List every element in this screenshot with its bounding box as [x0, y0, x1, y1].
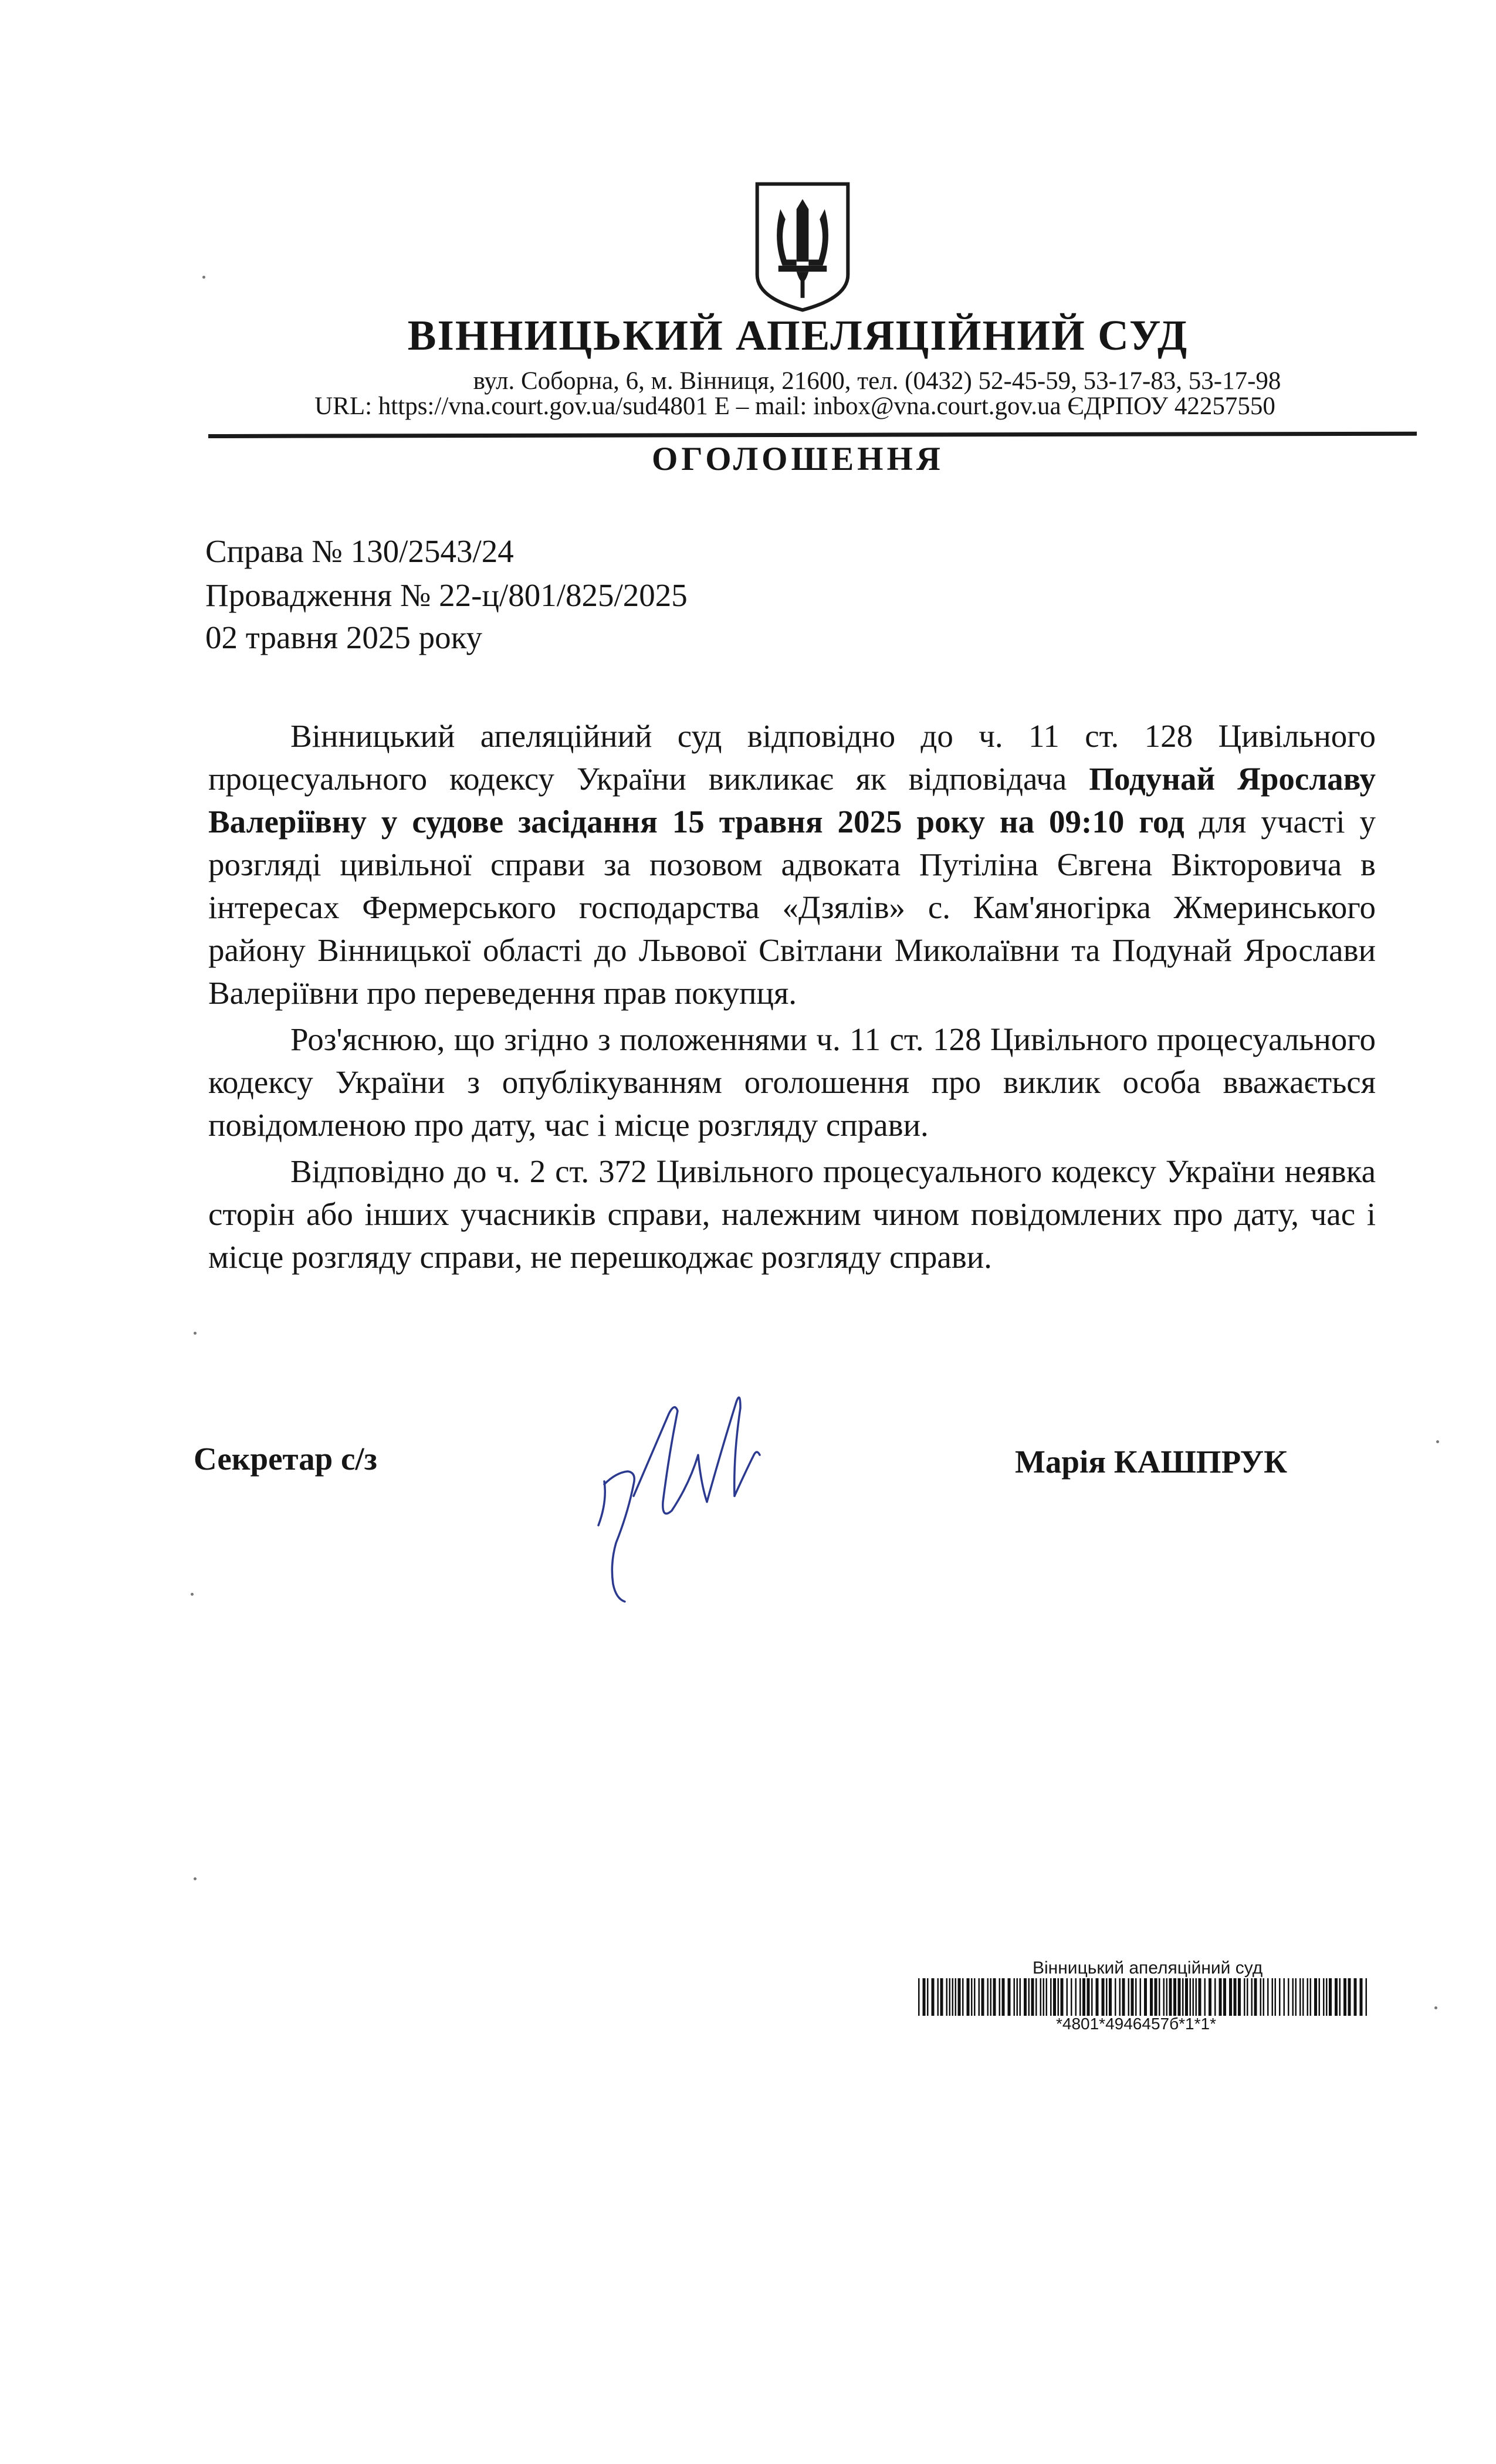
court-address: вул. Соборна, 6, м. Вінниця, 21600, тел. (0432) 52-45-59, 53-17-83, 53-17-98 [473, 367, 1281, 395]
barcode-bar [1292, 1978, 1294, 2016]
barcode-bar [932, 1978, 935, 2016]
barcode-bar [1307, 1978, 1309, 2016]
paragraph-explanation: Роз'яснюю, що згідно з положеннями ч. 11 ст. 128 Цивільного процесуального кодексу України з опублікуванням оголошення про виклик особа вважається повідомленою про дату, час і місце розгляду справи. [208, 1021, 1376, 1143]
barcode-bar [1109, 1978, 1112, 2016]
barcode-bar [940, 1978, 943, 2016]
announcement-body [208, 715, 1376, 1278]
barcode-bar [1155, 1978, 1157, 2016]
barcode-bar [1008, 1978, 1011, 2016]
barcode-icon [918, 1978, 1370, 2016]
barcode-bar [1067, 1978, 1068, 2016]
barcode-bar [955, 1978, 957, 2016]
barcode-bar [1323, 1978, 1325, 2016]
barcode-bar [1043, 1978, 1045, 2016]
barcode-bar [958, 1978, 961, 2016]
barcode-bar [1302, 1978, 1304, 2016]
barcode-number: *4801*4946457б*1*1* [1056, 2015, 1216, 2033]
barcode-bar [1096, 1978, 1099, 2016]
barcode-bar [1360, 1978, 1363, 2016]
proceeding-number: Провадження № 22-ц/801/825/2025 [205, 577, 688, 613]
barcode-bar [1122, 1978, 1125, 2016]
barcode-bar [1050, 1978, 1052, 2016]
barcode-bar [1190, 1978, 1192, 2016]
barcode-bar [1185, 1978, 1188, 2016]
barcode-bar [1319, 1978, 1321, 2016]
scan-speck [1436, 1440, 1439, 1443]
barcode-bar [1263, 1978, 1265, 2016]
barcode-bar [1017, 1978, 1018, 2016]
barcode-bar [1128, 1978, 1130, 2016]
barcode-bar [1082, 1978, 1085, 2016]
barcode-bar [918, 1978, 920, 2016]
barcode-bar [1260, 1978, 1262, 2016]
barcode-bar [1106, 1978, 1108, 2016]
barcode-bar [1182, 1978, 1184, 2016]
barcode-bar [1247, 1978, 1248, 2016]
barcode-bar [1102, 1978, 1105, 2016]
barcode-bar [1295, 1978, 1297, 2016]
barcode-bar [962, 1978, 964, 2016]
barcode-bar [1288, 1978, 1289, 2016]
barcode-bar [923, 1978, 926, 2016]
barcode-bar [1079, 1978, 1081, 2016]
barcode-bar [987, 1978, 989, 2016]
barcode-bar [1275, 1978, 1277, 2016]
barcode-bar [1071, 1978, 1072, 2016]
barcode-bar [1214, 1978, 1216, 2016]
barcode-bar [1229, 1978, 1232, 2016]
barcode-bar [952, 1978, 954, 2016]
scan-speck [194, 1877, 197, 1880]
barcode-bar [1028, 1978, 1030, 2016]
barcode-bar [990, 1978, 992, 2016]
barcode-bar [1299, 1978, 1301, 2016]
scan-speck [191, 1593, 194, 1596]
barcode-bar [1166, 1978, 1168, 2016]
barcode-bar [979, 1978, 980, 2016]
barcode-bar [1348, 1978, 1351, 2016]
handwritten-signature [581, 1367, 792, 1613]
barcode-bar [1035, 1978, 1037, 2016]
barcode-bar [1002, 1978, 1005, 2016]
document-date: 02 травня 2025 року [205, 620, 483, 655]
barcode-bar [1163, 1978, 1165, 2016]
barcode-caption: Вінницький апеляційний суд [1033, 1958, 1263, 1978]
barcode-bar [1329, 1978, 1332, 2016]
barcode-bar [1119, 1978, 1121, 2016]
barcode-bar [1169, 1978, 1172, 2016]
barcode-bar [1024, 1978, 1027, 2016]
barcode-bar [1366, 1978, 1368, 2016]
summons-text-end: для участі у розгляді цивільної справи за позовом адвоката Путіліна Євгена Вікторовича в інтересах Фермерського господарства «Дзялів» с. Кам'яногірка Жмеринського району Вінницької області до Львової Світлани Миколаївни та Подунай Ярослави Валеріївни про переведення прав покупця. [208, 804, 1376, 1011]
header-divider [208, 432, 1417, 438]
barcode-bar [1040, 1978, 1042, 2016]
barcode-bar [1272, 1978, 1274, 2016]
barcode-bar [1173, 1978, 1176, 2016]
barcode-bar [1150, 1978, 1153, 2016]
barcode-bar [1115, 1978, 1116, 2016]
barcode-bar [1254, 1978, 1257, 2016]
summons-text-start: Вінницький апеляційний суд відповідно до ч. 11 ст. 128 Цивільного процесуального кодексу України викликає як відповідача [208, 718, 1376, 797]
barcode-bar [1178, 1978, 1181, 2016]
barcode-bar [1335, 1978, 1338, 2016]
barcode-bar [971, 1978, 973, 2016]
barcode-bar [1031, 1978, 1034, 2016]
court-contacts: URL: https://vna.court.gov.ua/sud4801 E – mail: inbox@vna.court.gov.ua ЄДРПОУ 42257550 [314, 392, 1275, 420]
barcode-bar [974, 1978, 976, 2016]
barcode-bar [1209, 1978, 1211, 2016]
barcode-bar [1343, 1978, 1346, 2016]
barcode-bar [1053, 1978, 1056, 2016]
barcode-bar [1135, 1978, 1137, 2016]
paragraph-summons [208, 715, 1376, 1014]
barcode-bar [1251, 1978, 1253, 2016]
barcode-bar [1131, 1978, 1134, 2016]
barcode-bar [927, 1978, 929, 2016]
barcode-bar [1046, 1978, 1048, 2016]
barcode-bar [1326, 1978, 1328, 2016]
scan-speck [1434, 2006, 1437, 2009]
court-name: ВІННИЦЬКИЙ АПЕЛЯЦІЙНИЙ СУД [407, 312, 1189, 359]
coat-of-arms-icon [752, 179, 853, 315]
barcode-bar [1058, 1978, 1060, 2016]
barcode-bar [1204, 1978, 1206, 2016]
barcode-bar [1244, 1978, 1245, 2016]
barcode-bar [1310, 1978, 1312, 2016]
barcode-bar [1267, 1978, 1269, 2016]
summons-highlight: Подунай Ярославу Валеріївну у судове засідання 15 травня 2025 року на 09:10 год [208, 761, 1376, 840]
barcode-bar [1314, 1978, 1317, 2016]
secretary-role: Секретар с/з [194, 1441, 377, 1477]
barcode-bar [993, 1978, 996, 2016]
barcode-bar [1223, 1978, 1226, 2016]
barcode-bar [1075, 1978, 1077, 2016]
barcode-bar [1284, 1978, 1285, 2016]
barcode-bar [1014, 1978, 1016, 2016]
case-number: Справа № 130/2543/24 [205, 533, 514, 569]
barcode-bar [1159, 1978, 1160, 2016]
barcode-bar [1354, 1978, 1357, 2016]
barcode-bar [999, 1978, 1001, 2016]
barcode-bar [1196, 1978, 1197, 2016]
barcode-bar [946, 1978, 948, 2016]
scan-speck [202, 276, 205, 279]
barcode-bar [937, 1978, 939, 2016]
scan-speck [194, 1332, 197, 1335]
barcode-bar [1091, 1978, 1093, 2016]
secretary-name: Марія КАШПРУК [1015, 1444, 1288, 1480]
barcode-bar [981, 1978, 984, 2016]
barcode-bar [1234, 1978, 1237, 2016]
barcode-bar [1339, 1978, 1341, 2016]
barcode-bar [1193, 1978, 1194, 2016]
barcode-bar [1140, 1978, 1142, 2016]
paragraph-absence: Відповідно до ч. 2 ст. 372 Цивільного процесуального кодексу України неявка сторін або інших учасників справи, належним чином повідомлених про дату, час і місце розгляду справи, не перешкоджає розгляду справи. [208, 1153, 1376, 1275]
barcode-bar [967, 1978, 970, 2016]
barcode-bar [1219, 1978, 1222, 2016]
barcode-bar [1144, 1978, 1147, 2016]
barcode-bar [1020, 1978, 1021, 2016]
barcode-bar [1238, 1978, 1241, 2016]
barcode-bar [1087, 1978, 1090, 2016]
barcode-bar [1061, 1978, 1064, 2016]
barcode-bar [949, 1978, 951, 2016]
document-title: ОГОЛОШЕННЯ [652, 441, 944, 478]
barcode-bar [1279, 1978, 1281, 2016]
barcode-bar [1199, 1978, 1201, 2016]
